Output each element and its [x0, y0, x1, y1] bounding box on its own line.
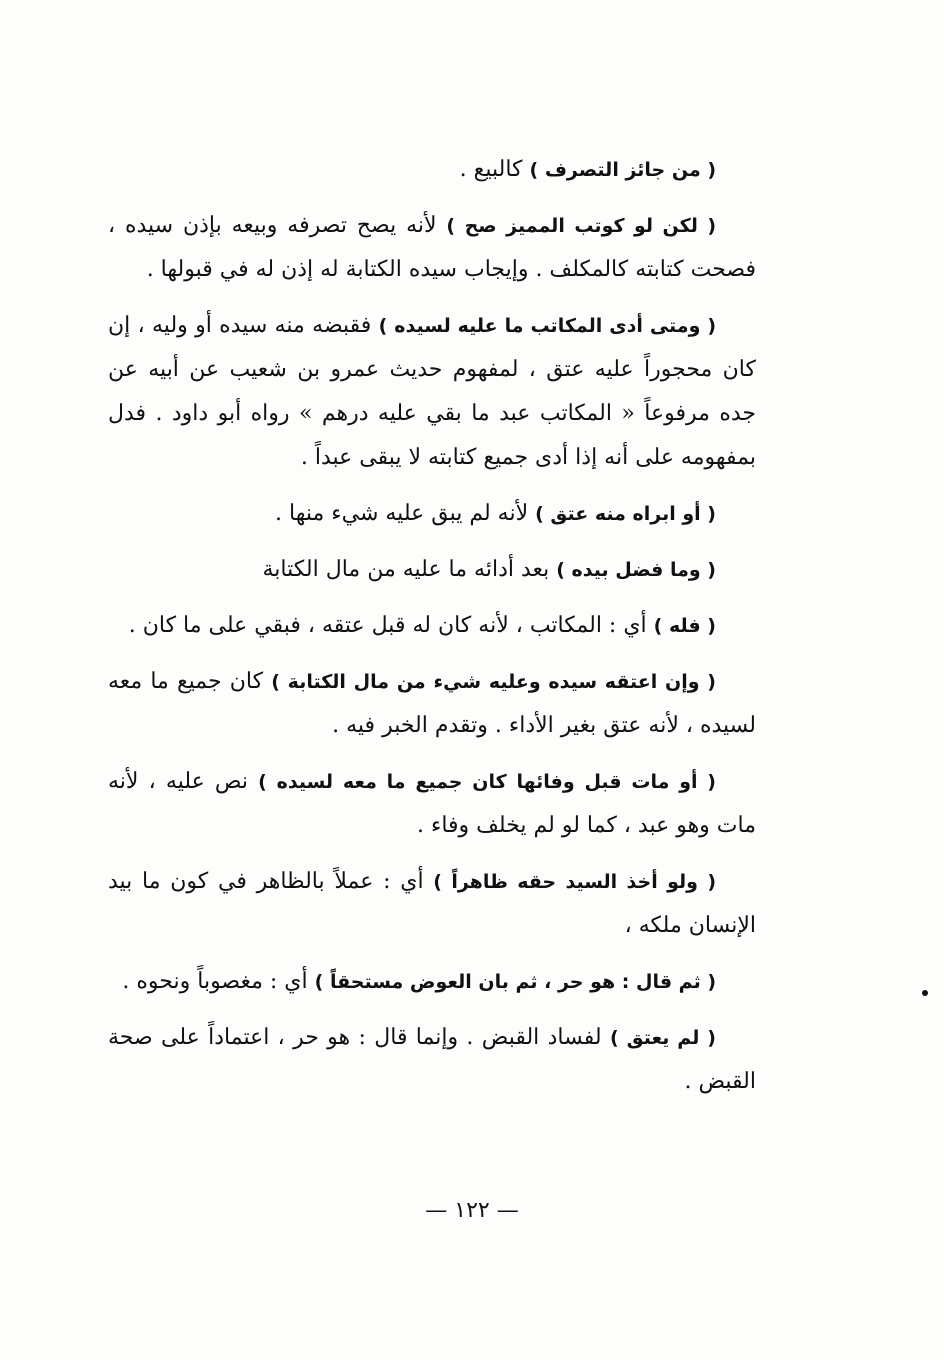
paragraph-5: [108, 548, 756, 592]
page-number: — ١٢٢ —: [425, 1198, 519, 1223]
paragraph-8: [108, 760, 756, 848]
paragraph-6: [108, 604, 756, 648]
commentary-text: نص عليه ، لأنه مات وهو عبد ، كما لو لم يخلف وفاء .: [108, 769, 756, 838]
margin-dot: [922, 990, 928, 996]
matn-phrase: ( من جائز التصرف ): [529, 159, 716, 181]
matn-phrase: ( أو ابراه منه عتق ): [535, 503, 716, 525]
matn-phrase: ( أو مات قبل وفائها كان جميع ما معه لسيده ): [258, 771, 716, 793]
commentary-text: كان جميع ما معه لسيده ، لأنه عتق بغير الأداء . وتقدم الخبر فيه .: [108, 669, 756, 738]
matn-phrase: ( ومتى أدى المكاتب ما عليه لسيده ): [378, 315, 717, 337]
paragraph-2: [108, 204, 756, 292]
commentary-text: بعد أدائه ما عليه من مال الكتابة: [262, 557, 557, 582]
commentary-text: أي : عملاً بالظاهر في كون ما بيد الإنسان ملكه ،: [108, 869, 756, 938]
matn-phrase: ( لم يعتق ): [609, 1027, 716, 1049]
paragraph-4: [108, 492, 756, 536]
commentary-text: فقبضه منه سيده أو وليه ، إن كان محجوراً عليه عتق ، لمفهوم حديث عمرو بن شعيب عن أبيه عن جده مرفوعاً « المكاتب عبد ما بقي عليه درهم » رواه أبو داود . فدل بمفهومه على أنه إذا أدى جميع كتابته لا يبقى عبداً .: [108, 313, 756, 470]
paragraph-7: [108, 660, 756, 748]
paragraph-9: [108, 860, 756, 948]
commentary-text: لفساد القبض . وإنما قال : هو حر ، اعتماداً على صحة القبض .: [108, 1025, 756, 1094]
paragraph-11: [108, 1016, 756, 1104]
commentary-text: أي : المكاتب ، لأنه كان له قبل عتقه ، فبقي على ما كان .: [128, 613, 654, 638]
paragraph-1: [108, 148, 756, 192]
body-text: [108, 148, 756, 1116]
paragraph-10: [108, 960, 756, 1004]
commentary-text: لأنه لم يبق عليه شيء منها .: [275, 501, 536, 526]
paragraph-3: [108, 304, 756, 480]
matn-phrase: ( وإن اعتقه سيده وعليه شيء من مال الكتابة ): [271, 671, 716, 693]
commentary-text: كالبيع .: [459, 157, 530, 182]
matn-phrase: ( وما فضل بيده ): [556, 559, 716, 581]
matn-phrase: ( ثم قال : هو حر ، ثم بان العوض مستحقاً ): [314, 971, 716, 993]
matn-phrase: ( فله ): [653, 615, 716, 637]
commentary-text: لأنه يصح تصرفه وبيعه بإذن سيده ، فصحت كتابته كالمكلف . وإيجاب سيده الكتابة له إذن له في قبولها .: [108, 213, 756, 282]
matn-phrase: ( لكن لو كوتب المميز صح ): [446, 215, 717, 237]
commentary-text: أي : مغصوباً ونحوه .: [122, 969, 315, 994]
matn-phrase: ( ولو أخذ السيد حقه ظاهراً ): [433, 871, 717, 893]
